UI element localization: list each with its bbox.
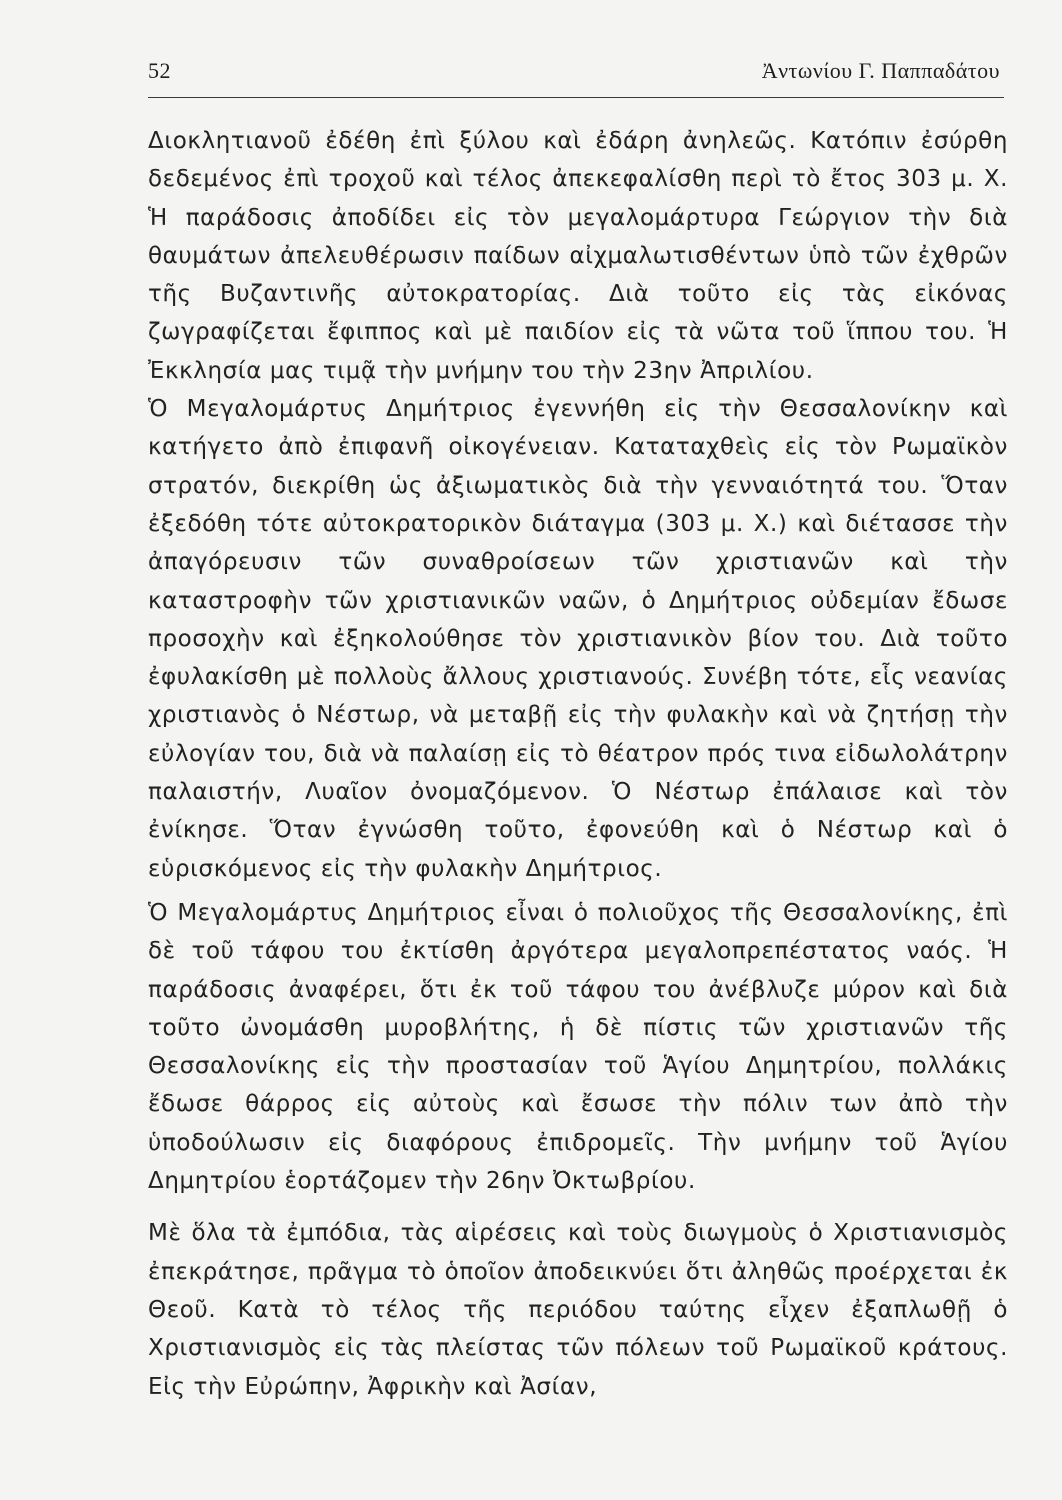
body-text bbox=[148, 122, 1008, 1406]
running-title: Ἀντωνίου Γ. Παππαδάτου bbox=[761, 58, 1000, 83]
header-rule bbox=[148, 97, 1004, 98]
running-head bbox=[148, 58, 1000, 88]
page-number: 52 bbox=[148, 58, 171, 83]
paragraph-2: Ὁ Μεγαλομάρτυς Δημήτριος ἐγεννήθη εἰς τὴν Θεσσαλονίκην καὶ κατήγετο ἀπὸ ἐπιφανῆ οἰκογένειαν. Καταταχθεὶς εἰς τὸν Ρωμαϊκὸν στρατόν, διεκρίθη ὡς ἀξιωματικὸς διὰ τὴν γενναιότητά του. Ὅταν ἐξεδόθη τότε αὐτοκρατορικὸν διάταγμα (303 μ. Χ.) καὶ διέτασσε τὴν ἀπαγόρευσιν τῶν συναθροίσεων τῶν χριστιανῶν καὶ τὴν καταστροφὴν τῶν χριστιανικῶν ναῶν, ὁ Δημήτριος οὐδεμίαν ἔδωσε προσοχὴν καὶ ἐξηκολούθησε τὸν χριστιανικὸν βίον του. Διὰ τοῦτο ἐφυλακίσθη μὲ πολλοὺς ἄλλους χριστιανούς. Συνέβη τότε, εἷς νεανίας χριστιανὸς ὁ Νέστωρ, νὰ μεταβῇ εἰς τὴν φυλακὴν καὶ νὰ ζητήσῃ τὴν εὐλογίαν του, διὰ νὰ παλαίσῃ εἰς τὸ θέατρον πρός τινα εἰδωλολάτρην παλαιστήν, Λυαῖον ὀνομαζόμενον. Ὁ Νέστωρ ἐπάλαισε καὶ τὸν ἐνίκησε. Ὅταν ἐγνώσθη τοῦτο, ἐφονεύθη καὶ ὁ Νέστωρ καὶ ὁ εὑρισκόμενος εἰς τὴν φυλακὴν Δημήτριος. bbox=[148, 396, 1008, 882]
paragraph-1: Διοκλητιανοῦ ἐδέθη ἐπὶ ξύλου καὶ ἐδάρη ἀνηλεῶς. Κατόπιν ἐσύρθη δεδεμένος ἐπὶ τροχοῦ καὶ τέλος ἀπεκεφαλίσθη περὶ τὸ ἔτος 303 μ. Χ. Ἡ παράδοσις ἀποδίδει εἰς τὸν μεγαλομάρτυρα Γεώργιον τὴν διὰ θαυμάτων ἀπελευθέρωσιν παίδων αἰχμαλωτισθέντων ὑπὸ τῶν ἐχθρῶν τῆς Βυζαντινῆς αὐτοκρατορίας. Διὰ τοῦτο εἰς τὰς εἰκόνας ζωγραφίζεται ἔφιππος καὶ μὲ παιδίον εἰς τὰ νῶτα τοῦ ἵππου του. Ἡ Ἐκκλησία μας τιμᾷ τὴν μνήμην του τὴν 23ην Ἀπριλίου. bbox=[148, 128, 1008, 384]
paragraph-4: Μὲ ὅλα τὰ ἐμπόδια, τὰς αἱρέσεις καὶ τοὺς διωγμοὺς ὁ Χριστιανισμὸς ἐπεκράτησε, πρᾶγμα τὸ ὁποῖον ἀποδεικνύει ὅτι ἀληθῶς προέρχεται ἐκ Θεοῦ. Κατὰ τὸ τέλος τῆς περιόδου ταύτης εἶχεν ἐξαπλωθῇ ὁ Χριστιανισμὸς εἰς τὰς πλείστας τῶν πόλεων τοῦ Ρωμαϊκοῦ κράτους. Εἰς τὴν Εὐρώπην, Ἀφρικὴν καὶ Ἀσίαν, bbox=[148, 1220, 1008, 1400]
paragraph-3: Ὁ Μεγαλομάρτυς Δημήτριος εἶναι ὁ πολιοῦχος τῆς Θεσσαλονίκης, ἐπὶ δὲ τοῦ τάφου του ἐκτίσθη ἀργότερα μεγαλοπρεπέστατος ναός. Ἡ παράδοσις ἀναφέρει, ὅτι ἐκ τοῦ τάφου του ἀνέβλυζε μύρον καὶ διὰ τοῦτο ὠνομάσθη μυροβλήτης, ἡ δὲ πίστις τῶν χριστιανῶν τῆς Θεσσαλονίκης εἰς τὴν προστασίαν τοῦ Ἁγίου Δημητρίου, πολλάκις ἔδωσε θάρρος εἰς αὐτοὺς καὶ ἔσωσε τὴν πόλιν των ἀπὸ τὴν ὑποδούλωσιν εἰς διαφόρους ἐπιδρομεῖς. Τὴν μνήμην τοῦ Ἁγίου Δημητρίου ἑορτάζομεν τὴν 26ην Ὀκτωβρίου. bbox=[148, 899, 1008, 1195]
